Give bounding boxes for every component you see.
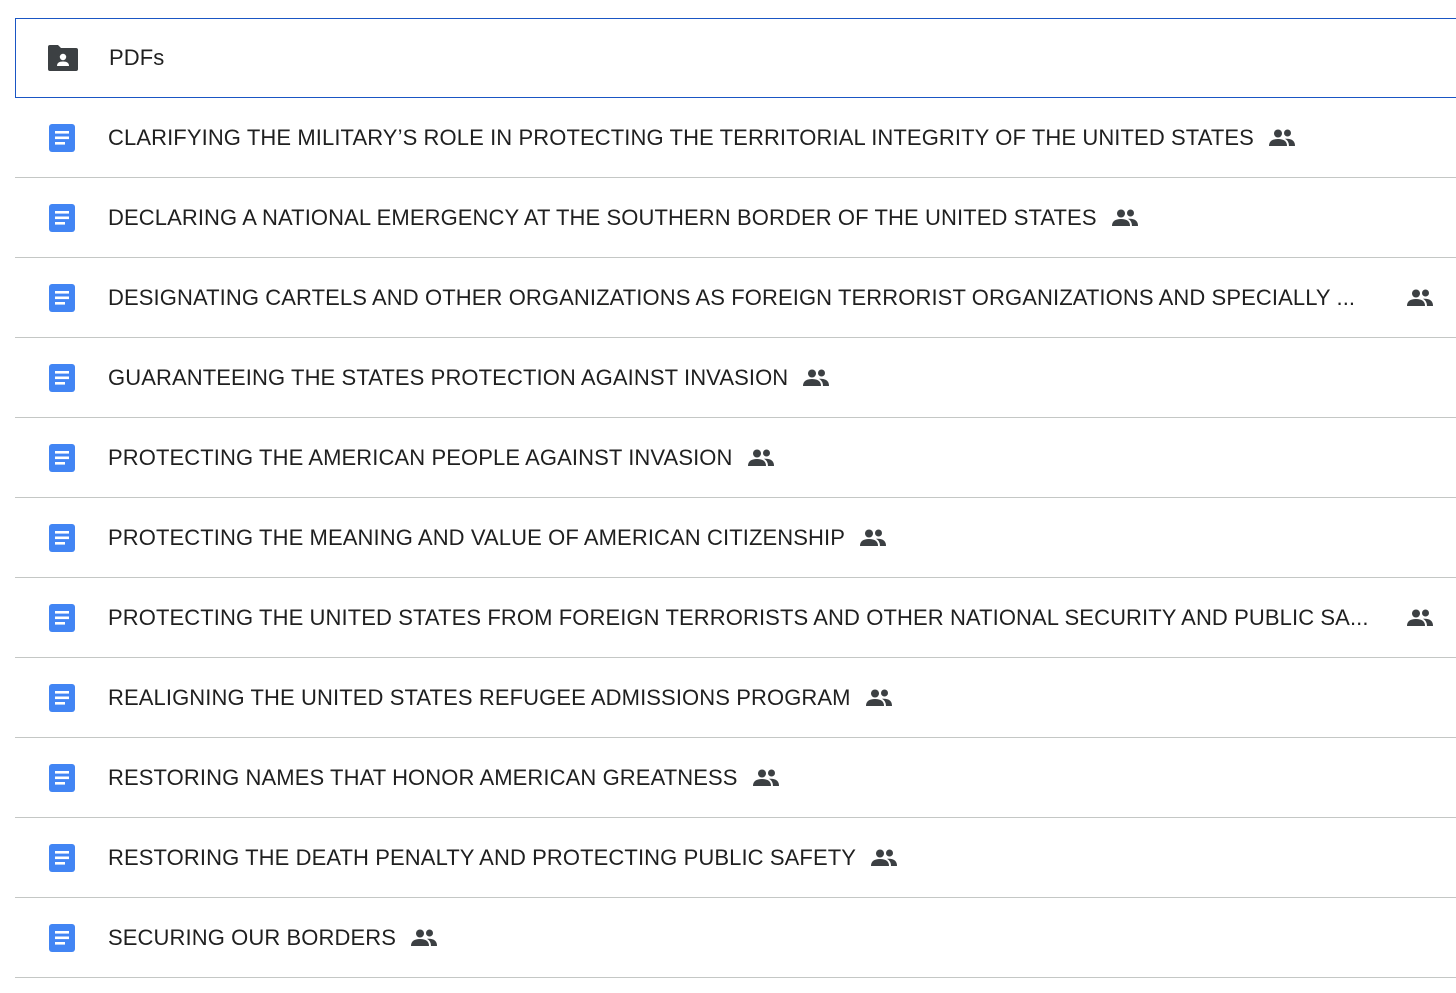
folder-name: PDFs: [109, 45, 165, 70]
shared-people-icon: [865, 688, 893, 708]
shared-people-icon: [859, 528, 887, 548]
google-docs-icon: [45, 363, 79, 393]
google-docs-icon: [45, 123, 79, 153]
file-name-wrap: [108, 738, 780, 817]
file-name: PROTECTING THE MEANING AND VALUE OF AMERICAN CITIZENSHIP: [108, 524, 845, 550]
file-name-wrap: [108, 178, 1139, 257]
file-name: RESTORING NAMES THAT HONOR AMERICAN GREATNESS: [108, 764, 738, 790]
shared-people-icon: [752, 768, 780, 788]
shared-people-icon: [1406, 288, 1434, 308]
file-name: SECURING OUR BORDERS: [108, 924, 397, 950]
file-name: DECLARING A NATIONAL EMERGENCY AT THE SOUTHERN BORDER OF THE UNITED STATES: [108, 204, 1097, 230]
google-docs-icon: [45, 283, 79, 313]
google-docs-icon: [45, 203, 79, 233]
shared-people-icon: [1406, 608, 1434, 628]
google-docs-icon: [45, 763, 79, 793]
shared-people-icon: [1268, 128, 1296, 148]
file-row-6[interactable]: [15, 498, 1456, 578]
file-name-wrap: [108, 658, 893, 737]
google-docs-icon: [45, 603, 79, 633]
file-name-wrap: [108, 338, 830, 417]
file-row-2[interactable]: [15, 178, 1456, 258]
file-name: CLARIFYING THE MILITARY’S ROLE IN PROTECTING THE TERRITORIAL INTEGRITY OF THE UNITED STATES: [108, 124, 1254, 150]
file-row-11[interactable]: [15, 898, 1456, 978]
file-name: REALIGNING THE UNITED STATES REFUGEE ADMISSIONS PROGRAM: [108, 684, 851, 710]
file-name-wrap: [108, 818, 898, 897]
file-row-9[interactable]: [15, 738, 1456, 818]
file-name: PROTECTING THE AMERICAN PEOPLE AGAINST INVASION: [108, 444, 733, 470]
google-docs-icon: [45, 683, 79, 713]
shared-folder-icon: [46, 43, 80, 73]
file-row-10[interactable]: [15, 818, 1456, 898]
google-docs-icon: [45, 923, 79, 953]
file-name: DESIGNATING CARTELS AND OTHER ORGANIZATIONS AS FOREIGN TERRORIST ORGANIZATIONS AND SPECIALLY ...: [108, 284, 1356, 310]
file-name: GUARANTEEING THE STATES PROTECTION AGAINST INVASION: [108, 364, 789, 390]
file-name-wrap: [108, 418, 775, 497]
file-row-7[interactable]: [15, 578, 1456, 658]
file-row-8[interactable]: [15, 658, 1456, 738]
folder-name-wrap: [109, 19, 164, 97]
file-name-wrap: [108, 98, 1296, 177]
file-name: RESTORING THE DEATH PENALTY AND PROTECTING PUBLIC SAFETY: [108, 844, 857, 870]
shared-people-icon: [747, 448, 775, 468]
shared-people-icon: [1111, 208, 1139, 228]
google-docs-icon: [45, 843, 79, 873]
file-name: PROTECTING THE UNITED STATES FROM FOREIGN TERRORISTS AND OTHER NATIONAL SECURITY AND PUBLIC SA...: [108, 604, 1369, 630]
shared-people-icon: [870, 848, 898, 868]
file-name-wrap: [108, 258, 1434, 337]
file-name-wrap: [108, 578, 1434, 657]
folder-row-pdfs[interactable]: [15, 18, 1456, 98]
file-name-wrap: [108, 498, 887, 577]
file-row-1[interactable]: [15, 98, 1456, 178]
shared-people-icon: [802, 368, 830, 388]
file-row-5[interactable]: [15, 418, 1456, 498]
file-list: [15, 18, 1456, 978]
google-docs-icon: [45, 443, 79, 473]
shared-people-icon: [410, 928, 438, 948]
file-row-3[interactable]: [15, 258, 1456, 338]
file-name-wrap: [108, 898, 438, 977]
google-docs-icon: [45, 523, 79, 553]
file-row-4[interactable]: [15, 338, 1456, 418]
